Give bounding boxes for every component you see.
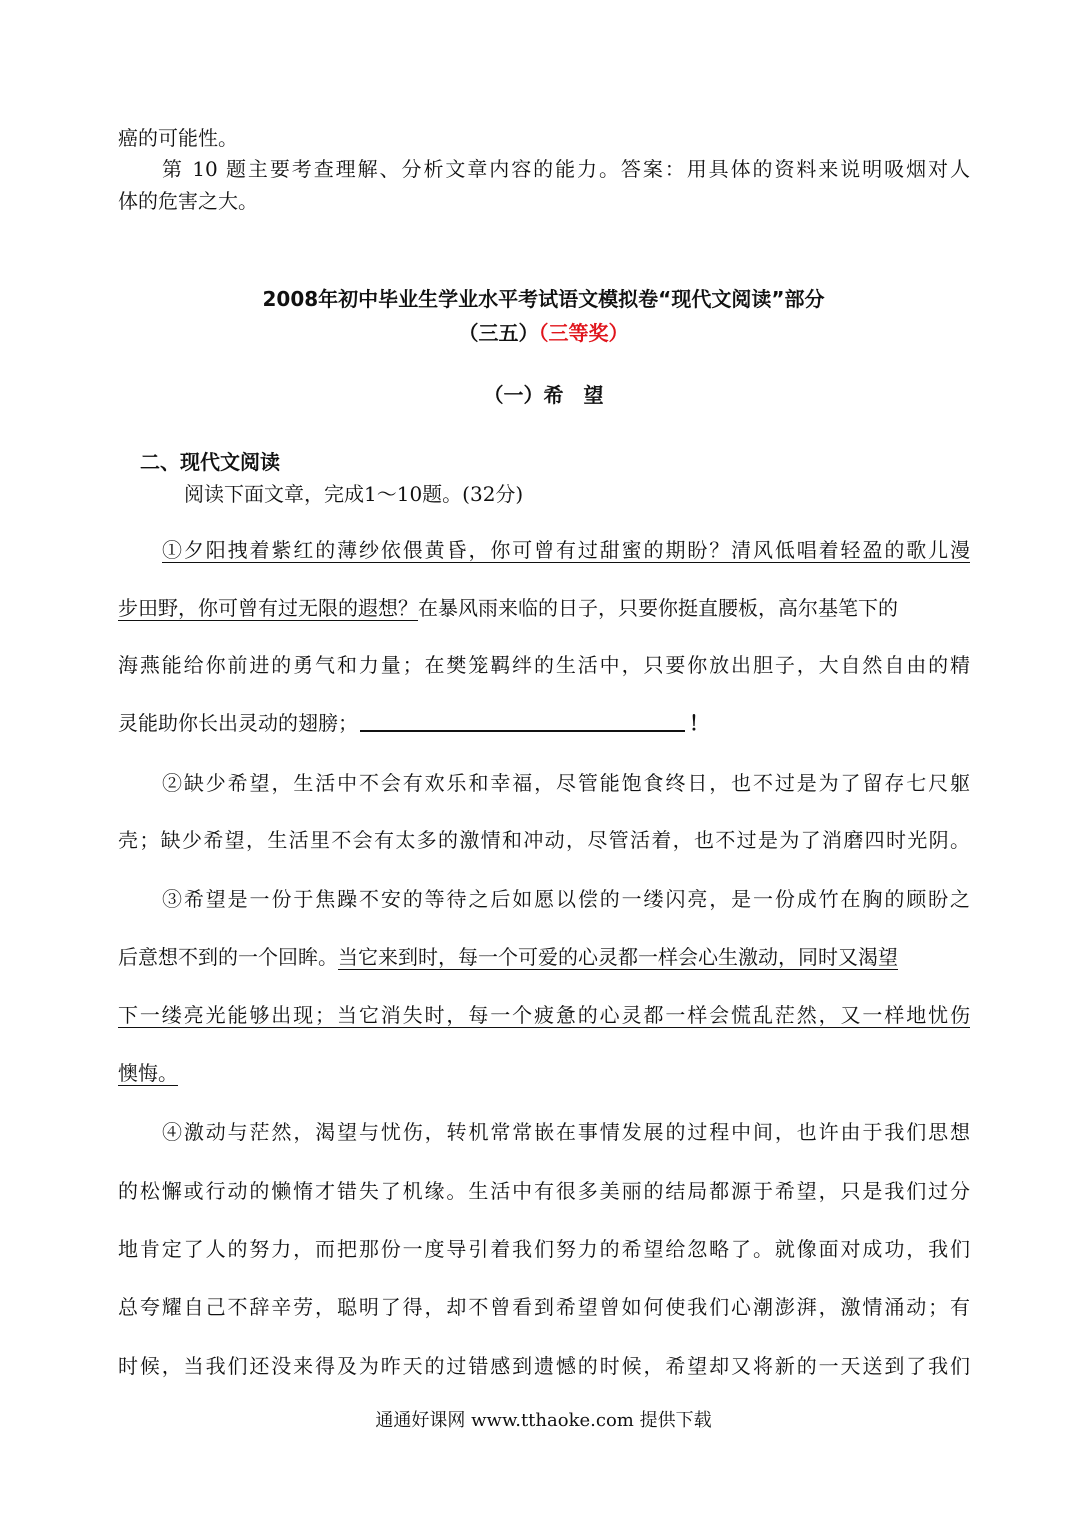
paragraph-3-line	[118, 1002, 970, 1028]
paragraph-4-line: 时候，当我们还没来得及为昨天的过错感到遗憾的时候，希望却又将新的一天送到了我们	[118, 1354, 970, 1378]
underlined-text: 当它来到时，每一个可爱的心灵都一样会心生激动，同时又渴望	[338, 945, 898, 969]
section-heading: 二、现代文阅读	[140, 450, 280, 474]
subtitle-number: （三五）	[458, 321, 539, 345]
paragraph-4-line: ④激动与茫然，渴望与忧伤，转机常常嵌在事情发展的过程中间，也许由于我们思想	[162, 1120, 970, 1144]
carry-over-line: 体的危害之大。	[118, 189, 258, 213]
page-footer: 通通好课网 www.tthaoke.com 提供下载	[375, 1410, 712, 1431]
text-span: 后意想不到的一个回眸。	[118, 945, 338, 969]
underlined-text: ①夕阳拽着紫红的薄纱依偎黄昏，你可曾有过甜蜜的期盼？清风低唱着轻盈的歌儿漫	[162, 538, 970, 562]
text-span: 灵能助你长出灵动的翅膀；	[118, 711, 358, 735]
section-instruction: 阅读下面文章，完成1～10题。(32分)	[184, 482, 524, 506]
paragraph-2-line: 壳；缺少希望，生活里不会有太多的激情和冲动，尽管活着，也不过是为了消磨四时光阴。	[118, 828, 970, 852]
underlined-text: 步田野，你可曾有过无限的遐想？	[118, 596, 418, 620]
carry-over-line: 第 10 题主要考查理解、分析文章内容的能力。答案：用具体的资料来说明吸烟对人	[162, 157, 970, 181]
paragraph-1-line	[118, 710, 970, 736]
text-span: 在暴风雨来临的日子，只要你挺直腰板，高尔基笔下的	[418, 596, 898, 620]
underlined-text: 懊悔。	[118, 1061, 178, 1085]
carry-over-line: 癌的可能性。	[118, 126, 238, 150]
paragraph-3-line: ③希望是一份于焦躁不安的等待之后如愿以偿的一缕闪亮，是一份成竹在胸的顾盼之	[162, 887, 970, 911]
paragraph-2-line: ②缺少希望，生活中不会有欢乐和幸福，尽管能饱食终日，也不过是为了留存七尺躯	[162, 771, 970, 795]
paragraph-4-line: 总夸耀自己不辞辛劳，聪明了得，却不曾看到希望曾如何使我们心潮澎湃，激情涌动；有	[118, 1295, 970, 1319]
underlined-text: 下一缕亮光能够出现；当它消失时，每一个疲惫的心灵都一样会慌乱茫然，又一样地忧伤	[118, 1003, 970, 1027]
paragraph-1-line	[118, 595, 970, 621]
award-label: （三等奖）	[538, 321, 629, 345]
document-subtitle	[0, 320, 1087, 346]
article-title: （一）希 望	[483, 383, 604, 407]
fill-in-blank	[360, 712, 685, 732]
paragraph-1-line	[162, 537, 970, 563]
paragraph-3-line	[118, 1060, 970, 1086]
paragraph-4-line: 地肯定了人的努力，而把那份一度导引着我们努力的希望给忽略了。就像面对成功，我们	[118, 1237, 970, 1261]
paragraph-3-line	[118, 944, 970, 970]
document-title: 2008年初中毕业生学业水平考试语文模拟卷“现代文阅读”部分	[262, 287, 825, 311]
text-span: ！	[689, 711, 709, 735]
paragraph-1-line: 海燕能给你前进的勇气和力量；在樊笼羁绊的生活中，只要你放出胆子，大自然自由的精	[118, 653, 970, 677]
paragraph-4-line: 的松懈或行动的懒惰才错失了机缘。生活中有很多美丽的结局都源于希望，只是我们过分	[118, 1179, 970, 1203]
